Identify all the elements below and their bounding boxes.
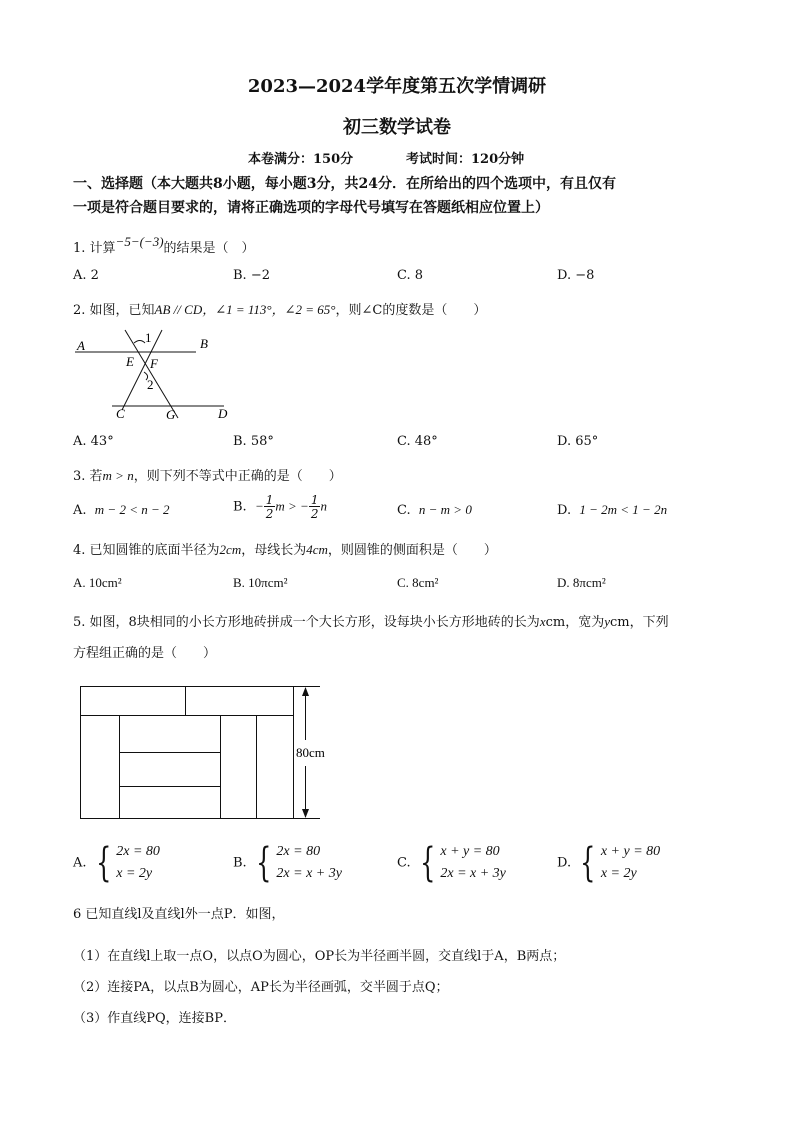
eq1: 2x = 80 <box>116 844 160 859</box>
q3-option-b-frac2 <box>309 494 321 520</box>
q3-option-c <box>397 502 472 518</box>
brace: { <box>95 840 112 886</box>
q5-x: x <box>539 614 546 629</box>
q1-expression: −5−(−3) <box>115 234 164 249</box>
q5-y: y <box>604 614 610 629</box>
q1-option-b: B. −2 <box>233 268 270 283</box>
q5-option-d <box>557 841 660 885</box>
score-info: 本卷满分：150分 <box>248 152 354 167</box>
eq2: x = 2y <box>600 866 637 881</box>
q3-option-a <box>73 502 170 518</box>
q2-option-b: B. 58° <box>233 434 274 449</box>
q4-stem-c: ，则圆锥的侧面积是（ ） <box>327 543 497 558</box>
q3-option-d-expr: 1 − 2m < 1 − 2n <box>579 502 668 517</box>
q4-stem-b: ，母线长为 <box>241 543 307 558</box>
frac1-num: 1 <box>265 493 274 507</box>
dim-label: 80cm <box>296 745 325 760</box>
eq2: 2x = x + 3y <box>440 866 506 881</box>
dim-arrow-up <box>302 687 309 696</box>
label-d: D <box>218 406 228 421</box>
question-4-stem <box>73 539 497 558</box>
q3-option-b <box>233 494 327 520</box>
q1-option-d: D. −8 <box>557 268 595 283</box>
label-a: A <box>77 338 85 353</box>
eq1: x + y = 80 <box>440 844 500 859</box>
q5-line1c: cm，下列 <box>609 615 669 630</box>
q1-option-a: A. 2 <box>73 268 99 283</box>
question-1-stem <box>73 234 255 256</box>
eq2: x = 2y <box>116 866 153 881</box>
label-angle1: 1 <box>145 330 152 345</box>
q2-option-c: C. 48° <box>397 434 438 449</box>
q2-figure <box>70 326 240 426</box>
q2-parallel: AB // CD <box>154 302 203 317</box>
q3-stem-a: 3. 若 <box>73 469 103 484</box>
brace: { <box>580 840 596 886</box>
label-f: F <box>150 356 158 371</box>
exam-subtitle: 初三数学试卷 <box>343 117 451 138</box>
section1-heading-line2: 一项是符合题目要求的，请将正确选项的字母代号填写在答题纸相应位置上） <box>73 200 549 216</box>
q4-option-b: B. 10πcm² <box>233 575 288 590</box>
q4-slant: 4cm <box>306 542 328 557</box>
q5-option-b-label: B. <box>233 855 247 871</box>
time-info: 考试时间：120分钟 <box>406 152 525 167</box>
q2-stem-a: 2. 如图，已知 <box>73 303 155 318</box>
frac2-num: 1 <box>310 493 319 507</box>
q5-line1a: 5. 如图，8块相同的小长方形地砖拼成一个大长方形，设每块小长方形地砖的长为 <box>73 615 540 630</box>
q3-condition: m > n <box>102 468 134 483</box>
q1-prefix: 1. 计算 <box>73 241 116 256</box>
exam-title: 2023—2024学年度第五次学情调研 <box>247 76 547 97</box>
frac1-den: 2 <box>265 507 274 521</box>
q5-option-a <box>73 841 160 885</box>
label-b: B <box>200 336 208 351</box>
q6-step-2: （2）连接PA，以点B为圆心，AP长为半径画弧，交半圆于点Q； <box>73 980 449 995</box>
q5-option-c-system <box>440 841 506 885</box>
q2-stem-b: ，则∠C的度数是（ ） <box>335 303 487 318</box>
q3-option-b-frac1 <box>264 494 276 520</box>
question-2-stem <box>73 299 486 318</box>
q5-option-b <box>233 841 342 885</box>
q4-stem-a: 4. 已知圆锥的底面半径为 <box>73 543 220 558</box>
q2-angle2: ，∠2 = 65° <box>271 302 336 317</box>
q3-option-c-label: C. <box>397 503 411 518</box>
q5-option-d-system <box>601 841 660 885</box>
q1-suffix: 的结果是（ ） <box>163 241 255 256</box>
question-5-stem-line2: 方程组正确的是（ ） <box>73 646 217 661</box>
section1-heading-line1: 一、选择题（本大题共8小题，每小题3分，共24分．在所给出的四个选项中，有且仅有 <box>73 176 616 192</box>
q3-option-b-mid: m > − <box>275 498 309 514</box>
q3-option-c-expr: n − m > 0 <box>418 502 472 517</box>
frac2-den: 2 <box>310 507 319 521</box>
eq1: 2x = 80 <box>276 844 321 859</box>
q5-option-a-system <box>116 841 160 885</box>
label-c: C <box>116 406 125 421</box>
q3-option-b-n: n <box>320 498 327 514</box>
eq1: x + y = 80 <box>600 844 661 859</box>
q3-stem-b: ，则下列不等式中正确的是（ ） <box>133 469 342 484</box>
q5-option-c <box>397 841 506 885</box>
dim-arrow-down <box>302 809 309 818</box>
q1-option-c: C. 8 <box>397 268 424 283</box>
q5-option-a-label: A. <box>73 855 87 871</box>
label-e: E <box>126 354 134 369</box>
q3-option-b-minus: − <box>254 498 264 514</box>
label-angle2: 2 <box>147 377 154 392</box>
q2-angle1: ，∠1 = 113° <box>202 302 272 317</box>
q6-step-3: （3）作直线PQ，连接BP． <box>73 1011 236 1026</box>
question-5-stem-line1 <box>73 611 669 630</box>
q3-option-a-expr: m − 2 < n − 2 <box>94 502 170 517</box>
q2-option-a: A. 43° <box>73 434 114 449</box>
angle1-arc <box>134 341 145 344</box>
question-6-stem: 6 已知直线l及直线l外一点P．如图， <box>73 907 285 922</box>
q4-option-c: C. 8cm² <box>397 575 439 590</box>
q5-figure <box>75 682 335 824</box>
q3-option-d <box>557 502 667 518</box>
label-g: G <box>166 407 176 422</box>
q4-option-a: A. 10cm² <box>73 575 122 590</box>
transversal-eg <box>125 330 178 418</box>
question-3-stem <box>73 465 342 484</box>
q3-option-a-label: A. <box>73 503 87 518</box>
q5-line1b: cm，宽为 <box>545 615 605 630</box>
q5-option-d-label: D. <box>557 855 572 871</box>
q4-radius: 2cm <box>219 542 242 557</box>
brace: { <box>255 840 272 886</box>
q4-option-d: D. 8πcm² <box>557 575 606 590</box>
q2-option-d: D. 65° <box>557 434 599 449</box>
q6-step-1: （1）在直线l上取一点O，以点O为圆心，OP长为半径画半圆，交直线l于A，B两点； <box>73 949 566 964</box>
q5-option-b-system <box>276 841 342 885</box>
q3-option-d-label: D. <box>557 503 572 518</box>
q3-option-b-label: B. <box>233 499 247 515</box>
brace: { <box>419 840 436 886</box>
q5-option-c-label: C. <box>397 855 411 871</box>
eq2: 2x = x + 3y <box>276 866 342 881</box>
